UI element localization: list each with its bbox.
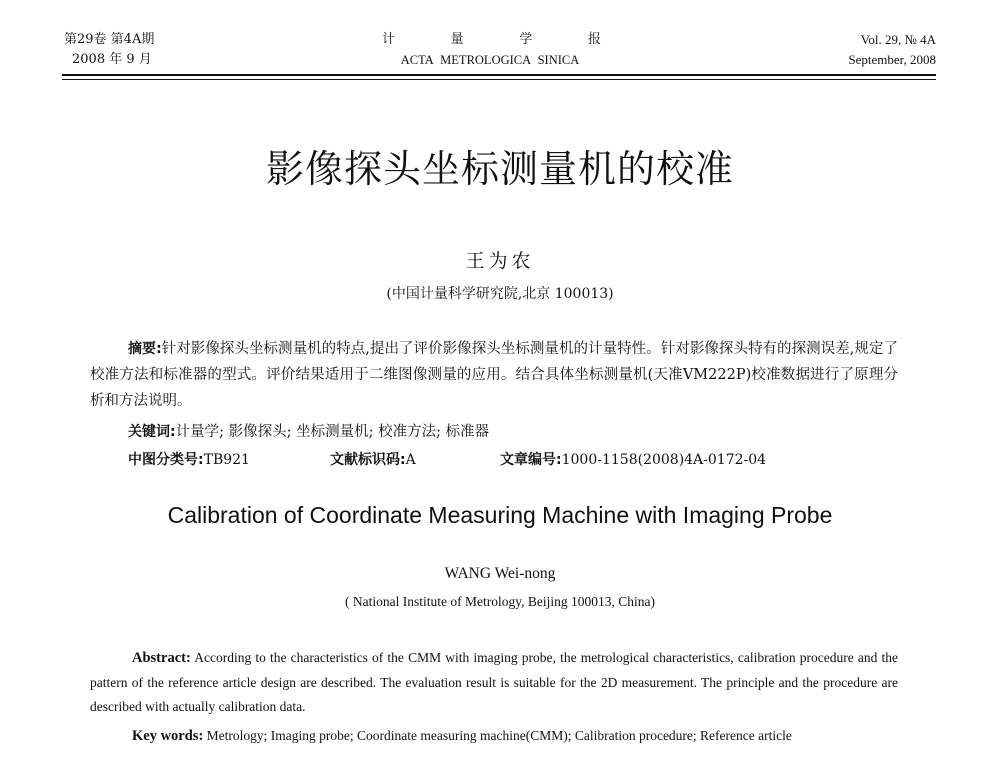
journal-char: 计 bbox=[382, 32, 399, 47]
affiliation-en: ( National Institute of Metrology, Beijing 100013, China) bbox=[345, 594, 655, 609]
keywords-cn bbox=[128, 420, 489, 441]
journal-name bbox=[362, 30, 618, 70]
doc-code-label: 文献标识码: bbox=[330, 452, 406, 468]
clc-number bbox=[128, 449, 250, 469]
header-rule-thin bbox=[62, 79, 936, 80]
author-en: WANG Wei-nong bbox=[444, 565, 556, 582]
keywords-cn-label: 关键词: bbox=[128, 424, 176, 440]
affiliation-cn: (中国计量科学研究院,北京 100013) bbox=[386, 286, 614, 302]
keywords-en bbox=[132, 728, 792, 745]
document-code bbox=[330, 449, 416, 469]
article-no-value: 1000-1158(2008)4A-0172-04 bbox=[561, 452, 767, 468]
abstract-en bbox=[90, 646, 898, 720]
article-number bbox=[500, 449, 766, 469]
abstract-en-label: Abstract: bbox=[132, 650, 191, 666]
header-left bbox=[64, 30, 154, 70]
doc-code-value: A bbox=[405, 452, 416, 468]
keywords-en-text: Metrology; Imaging probe; Coordinate measuring machine(CMM); Calibration procedure; Reference article bbox=[206, 728, 792, 743]
journal-char: 学 bbox=[519, 32, 536, 47]
abstract-cn-text: 针对影像探头坐标测量机的特点,提出了评价影像探头坐标测量机的计量特性。针对影像探头特有的探测误差,规定了校准方法和标准器的型式。评价结果适用于二维图像测量的应用。结合具体坐标测量机(天准VM222P)校准数据进行了原理分析和方法说明。 bbox=[90, 341, 898, 409]
keywords-cn-text: 计量学; 影像探头; 坐标测量机; 校准方法; 标准器 bbox=[175, 424, 490, 440]
journal-char: 报 bbox=[587, 32, 604, 47]
header-right bbox=[848, 30, 936, 70]
date-cn: 2008 年 9 月 bbox=[72, 52, 152, 67]
paper-title-cn: 影像探头坐标测量机的校准 bbox=[265, 147, 734, 191]
journal-name-en: ACTA METROLOGICA SINICA bbox=[400, 53, 580, 67]
date-en: September, 2008 bbox=[848, 52, 936, 67]
author-cn: 王为农 bbox=[465, 250, 535, 272]
clc-value: TB921 bbox=[203, 452, 250, 468]
journal-name-cn bbox=[362, 30, 618, 50]
keywords-en-label: Key words: bbox=[132, 728, 204, 744]
volume-issue-en: Vol. 29, № 4A bbox=[860, 32, 936, 47]
abstract-cn-label: 摘要: bbox=[128, 341, 162, 357]
volume-issue-cn: 第29卷 第4A期 bbox=[64, 32, 155, 47]
header-rule-thick bbox=[62, 74, 936, 76]
clc-label: 中图分类号: bbox=[128, 452, 204, 468]
paper-title-en: Calibration of Coordinate Measuring Machine with Imaging Probe bbox=[167, 502, 833, 528]
article-no-label: 文章编号: bbox=[500, 452, 562, 468]
abstract-cn bbox=[90, 336, 898, 414]
journal-char: 量 bbox=[450, 32, 467, 47]
abstract-en-text: According to the characteristics of the CMM with imaging probe, the metrological characteristics, calibration procedure and the pattern of the reference article design are described. The evaluation result is suitable for the 2D measurement. The principle and the procedure are described with actually calibration data. bbox=[90, 650, 898, 714]
